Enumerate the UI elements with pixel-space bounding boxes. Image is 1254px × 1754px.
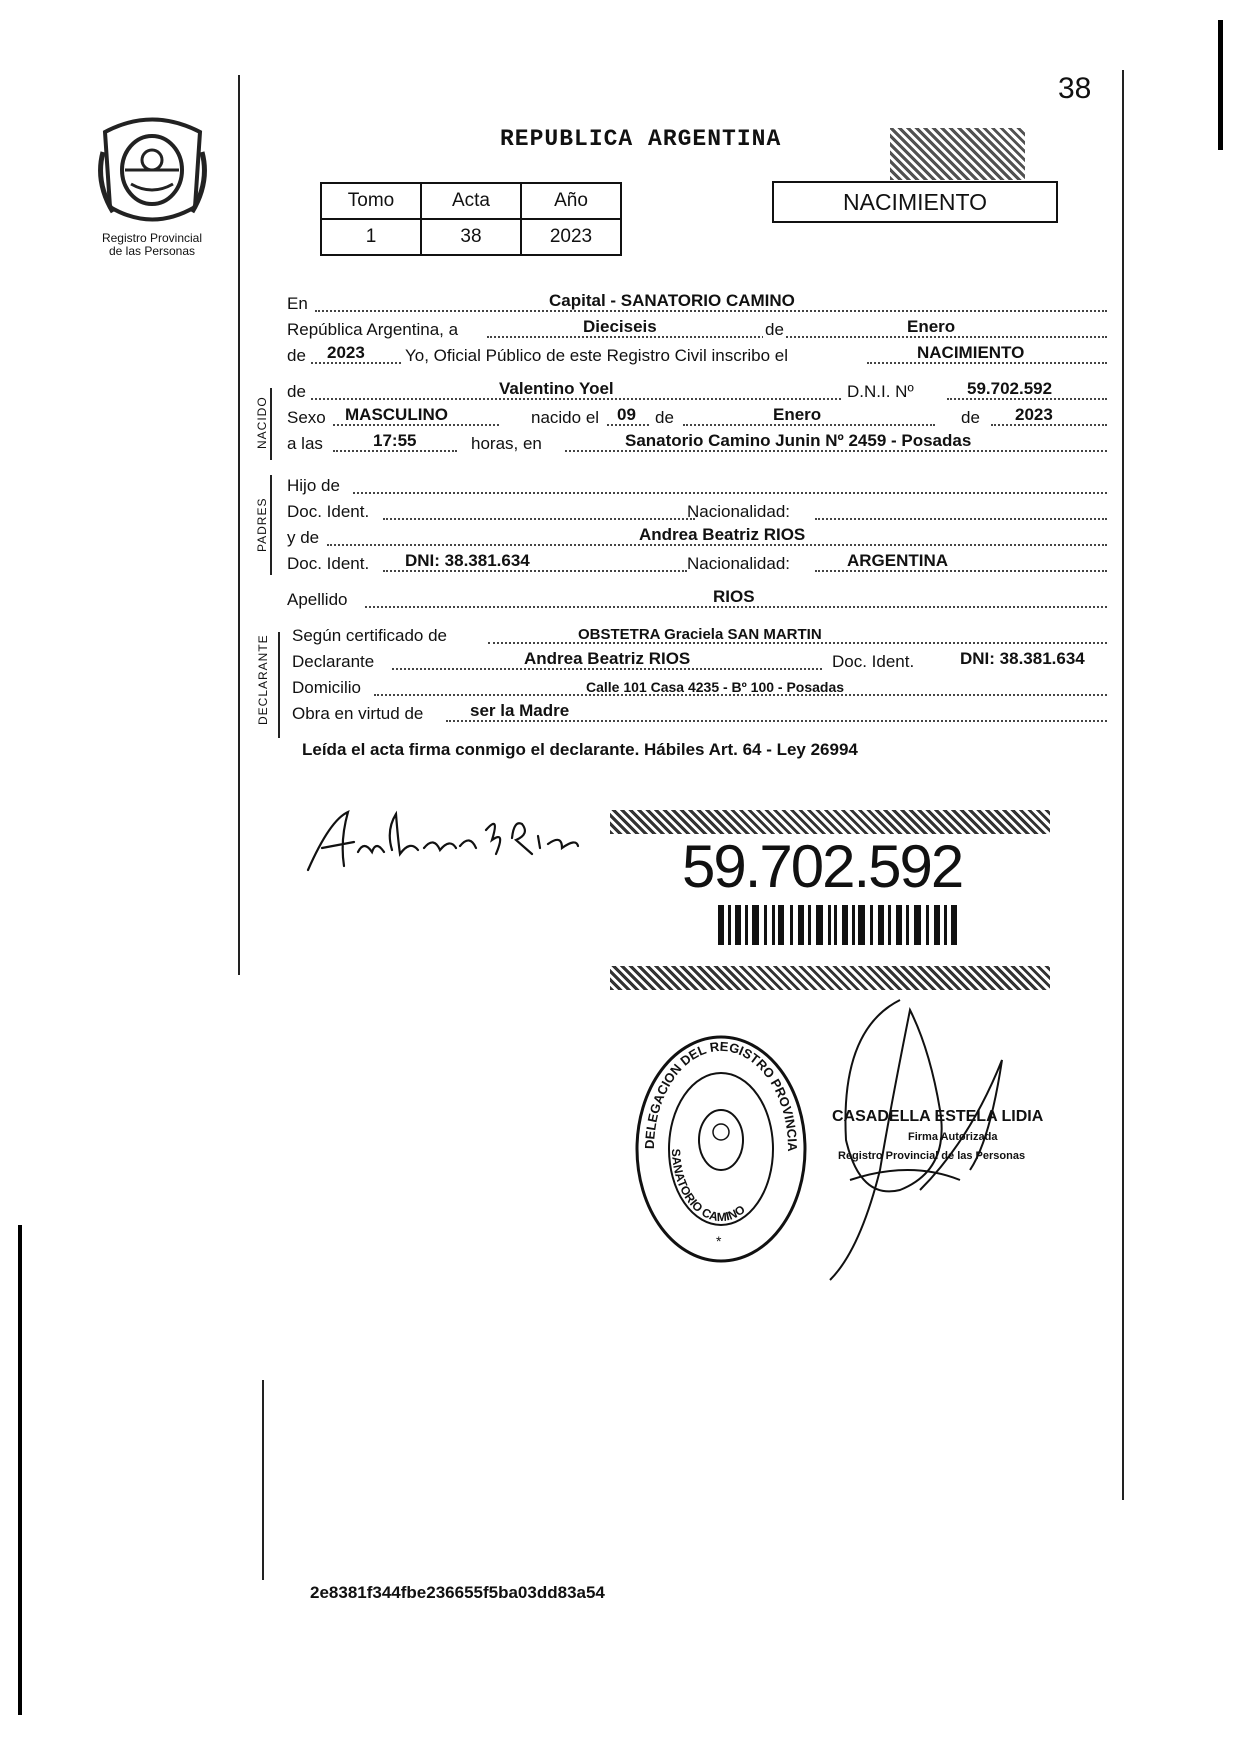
svg-text:DELEGACION DEL REGISTRO PROVIN xyxy=(632,1032,800,1152)
security-band-top xyxy=(610,810,1050,834)
scan-edge-right xyxy=(1218,20,1223,150)
value-sexo: MASCULINO xyxy=(345,405,448,424)
padres-bracket xyxy=(270,475,272,575)
seal-inner-text: SANATORIO CAMINO xyxy=(668,1148,748,1225)
row-obra xyxy=(292,700,1107,726)
row-fecha xyxy=(287,316,1107,342)
row-sexo xyxy=(287,404,1107,430)
label-de-anio: de xyxy=(961,408,980,427)
side-label-padres: PADRES xyxy=(255,497,269,552)
value-segun: OBSTETRA Graciela SAN MARTIN xyxy=(578,626,822,643)
value-nombre: Valentino Yoel xyxy=(499,379,614,398)
row-declarante xyxy=(292,648,1107,674)
registry-seal xyxy=(632,1032,810,1266)
label-de-nombre: de xyxy=(287,382,306,401)
nacido-bracket xyxy=(270,388,272,460)
label-decl-doc: Doc. Ident. xyxy=(832,652,915,671)
row-inscribo xyxy=(287,342,1107,368)
label-republica: República Argentina, a xyxy=(287,320,459,339)
svg-text:SANATORIO CAMINO xyxy=(669,1149,748,1225)
closing-text: Leída el acta firma conmigo el declarante. Hábiles Art. 64 - Ley 26994 xyxy=(302,740,858,759)
header-tomo: Tomo xyxy=(321,183,421,219)
registry-line-2: de las Personas xyxy=(108,244,196,258)
declarante-bracket xyxy=(278,632,280,738)
row-apellido xyxy=(287,586,1107,612)
record-type-box: NACIMIENTO xyxy=(772,181,1058,223)
label-dni: D.N.I. Nº xyxy=(847,382,914,401)
value-madre-nacionalidad: ARGENTINA xyxy=(847,551,949,570)
value-decl-doc: DNI: 38.381.634 xyxy=(960,649,1085,668)
label-de-2: de xyxy=(287,346,306,365)
label-nacido-el: nacido el xyxy=(531,408,600,427)
page-number: 38 xyxy=(1058,72,1092,105)
label-nacionalidad: Nacionalidad: xyxy=(687,502,791,521)
value-dia: Dieciseis xyxy=(583,317,657,336)
label-sexo: Sexo xyxy=(287,408,326,427)
value-anio: 2023 xyxy=(521,219,621,255)
label-a-las: a las xyxy=(287,434,323,453)
official-role: Firma Autorizada xyxy=(908,1131,998,1143)
declarant-signature xyxy=(300,800,585,880)
left-margin-line-lower xyxy=(262,1380,264,1580)
registry-caption xyxy=(88,232,216,258)
official-org: Registro Provincial de las Personas xyxy=(838,1150,1026,1162)
value-madre-doc: DNI: 38.381.634 xyxy=(405,551,530,570)
row-segun xyxy=(292,622,1107,648)
label-domicilio: Domicilio xyxy=(292,678,361,697)
label-y-de: y de xyxy=(287,528,320,547)
registry-line-1: Registro Provincial xyxy=(101,231,203,245)
country-title: REPUBLICA ARGENTINA xyxy=(500,126,782,152)
value-nac-dia: 09 xyxy=(617,405,636,424)
right-margin-line xyxy=(1122,70,1124,1500)
record-table-header-row xyxy=(321,183,621,219)
side-label-declarante: DECLARANTE xyxy=(256,634,270,725)
document-hash: 2e8381f344fbe236655f5ba03dd83a54 xyxy=(310,1583,605,1602)
label-yo-text: Yo, Oficial Público de este Registro Civil inscribo el xyxy=(405,346,788,365)
value-place: Capital - SANATORIO CAMINO xyxy=(549,291,795,310)
scan-edge-left xyxy=(18,1225,22,1715)
value-dni: 59.702.592 xyxy=(967,379,1053,398)
row-doc-padre xyxy=(287,498,1107,524)
row-domicilio xyxy=(292,674,1107,700)
official-name: CASADELLA ESTELA LIDIA xyxy=(832,1108,1044,1125)
value-nac-anio: 2023 xyxy=(1015,405,1053,424)
label-doc-ident: Doc. Ident. xyxy=(287,502,370,521)
side-label-nacido: NACIDO xyxy=(255,396,269,449)
label-segun: Según certificado de xyxy=(292,626,447,645)
label-declarante: Declarante xyxy=(292,652,375,671)
value-tomo: 1 xyxy=(321,219,421,255)
label-en: En xyxy=(287,294,308,313)
row-y-de xyxy=(287,524,1107,550)
record-table-value-row xyxy=(321,219,621,255)
fiscal-stamp xyxy=(890,128,1025,180)
province-logo xyxy=(95,112,210,230)
value-lugar: Sanatorio Camino Junin Nº 2459 - Posadas xyxy=(625,431,972,450)
coat-of-arms-icon xyxy=(95,112,210,230)
svg-text:*: * xyxy=(716,1233,722,1249)
label-de-mes: de xyxy=(655,408,674,427)
value-inscribo: NACIMIENTO xyxy=(917,343,1025,362)
label-nacionalidad-madre: Nacionalidad: xyxy=(687,554,791,573)
label-horas-en: horas, en xyxy=(471,434,542,453)
label-obra: Obra en virtud de xyxy=(292,704,424,723)
value-apellido: RIOS xyxy=(713,587,755,606)
header-anio: Año xyxy=(521,183,621,219)
label-apellido: Apellido xyxy=(287,590,348,609)
value-nac-mes: Enero xyxy=(773,405,822,424)
value-hora: 17:55 xyxy=(373,431,417,450)
row-doc-madre xyxy=(287,550,1107,576)
row-en xyxy=(287,290,1107,316)
row-hora xyxy=(287,430,1107,456)
left-margin-line xyxy=(238,75,240,975)
security-band-bottom xyxy=(610,966,1050,990)
value-obra: ser la Madre xyxy=(470,701,570,720)
value-domicilio: Calle 101 Casa 4235 - Bº 100 - Posadas xyxy=(586,679,845,695)
value-acta: 38 xyxy=(421,219,521,255)
row-nombre xyxy=(287,378,1107,404)
label-doc-ident-madre: Doc. Ident. xyxy=(287,554,370,573)
label-hijo-de: Hijo de xyxy=(287,476,340,495)
id-number-large: 59.702.592 xyxy=(682,833,963,900)
value-declarante: Andrea Beatriz RIOS xyxy=(524,649,691,668)
value-anio-inscripcion: 2023 xyxy=(327,343,365,362)
record-table xyxy=(320,182,622,256)
value-mes: Enero xyxy=(907,317,956,336)
label-de: de xyxy=(765,320,784,339)
row-hijo-de xyxy=(287,472,1107,498)
barcode xyxy=(718,905,958,945)
seal-outer-text: DELEGACION DEL REGISTRO PROVINCIA xyxy=(641,1038,801,1152)
header-acta: Acta xyxy=(421,183,521,219)
value-madre: Andrea Beatriz RIOS xyxy=(639,525,806,544)
